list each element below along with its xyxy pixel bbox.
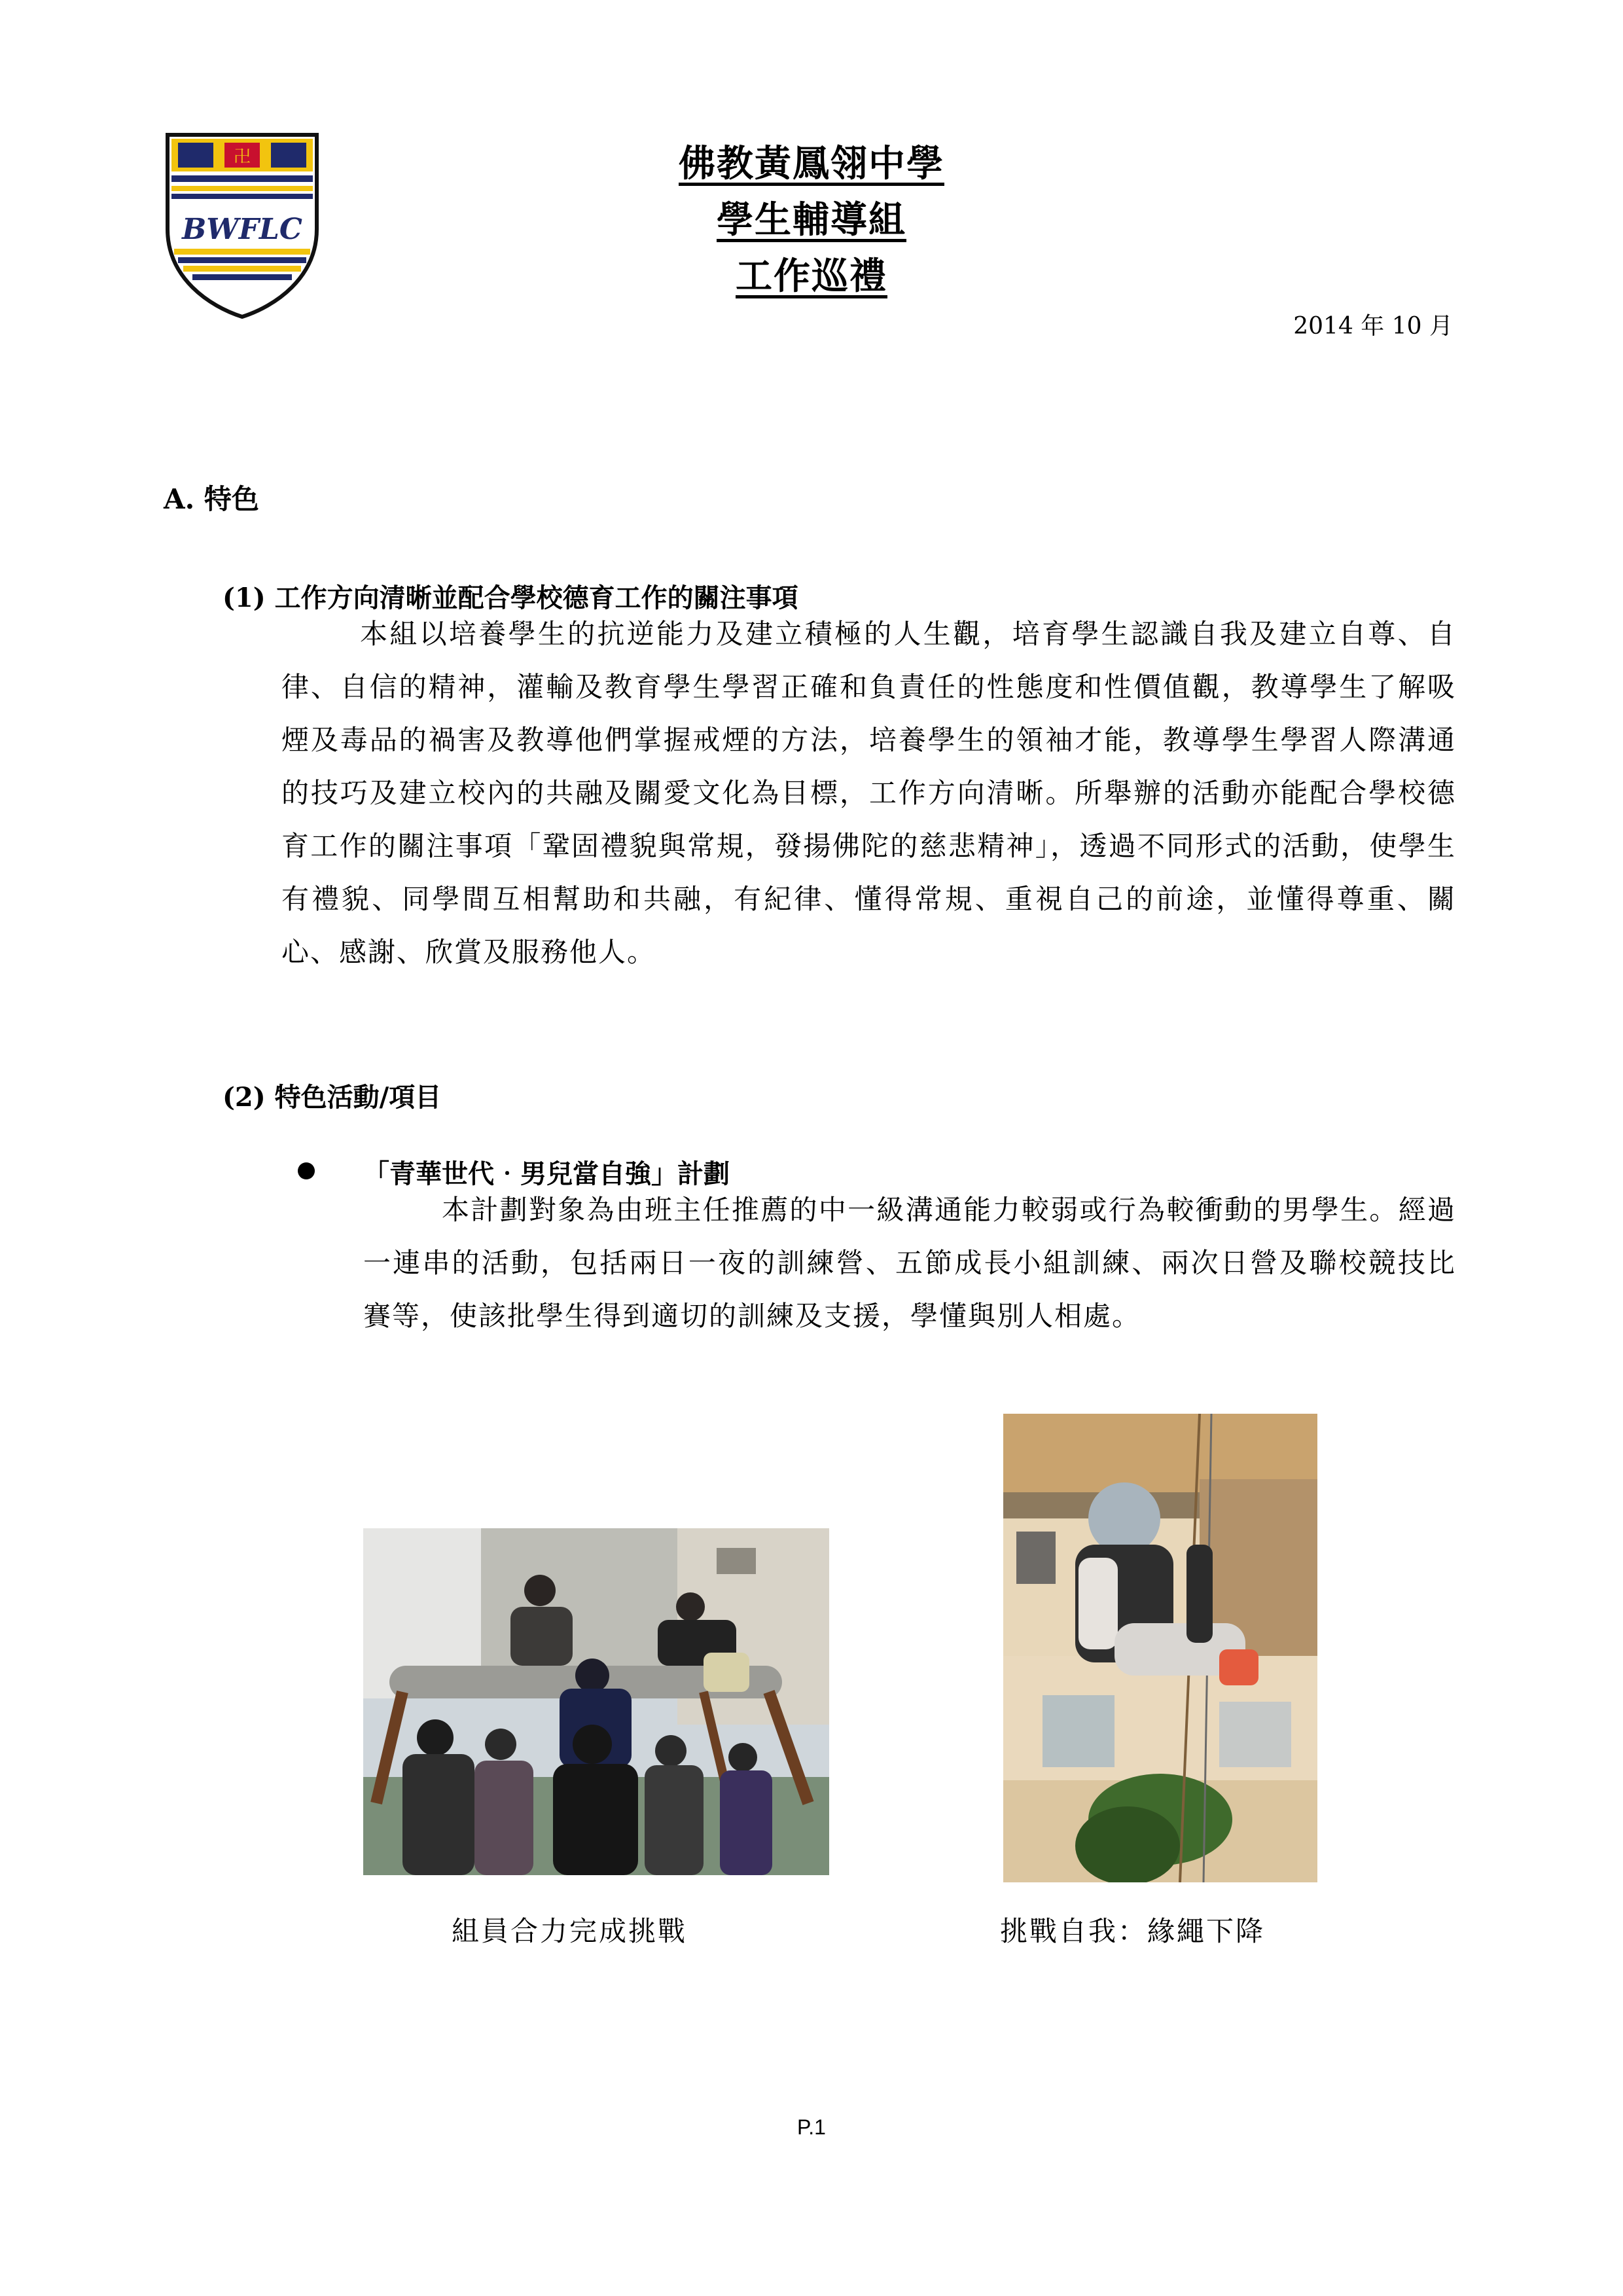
item-1-heading: (1) 工作方向清晰並配合學校德育工作的關注事項 (223, 583, 798, 613)
photo-2-caption: 挑戰自我：緣繩下降 (1000, 1915, 1266, 1947)
item-1-paragraph: 本組以培養學生的抗逆能力及建立積極的人生觀，培育學生認識自我及建立自尊、自律、自信的精神，灌輸及教育學生學習正確和負責任的性態度和性價值觀，教導學生了解吸煙及毒品的禍害及教導他們掌握戒煙的方法，培養學生的領袖才能，教導學生學習人際溝通的技巧及建立校內的共融及關愛文化為目標，工作方向清晰。所舉辦的活動亦能配合學校德育工作的關注事項「鞏固禮貌與常規，發揚佛陀的慈悲精神」，透過不同形式的活動，使學生有禮貌、同學間互相幫助和共融，有紀律、懂得常規、重視自己的前途，並懂得尊重、關心、感謝、欣賞及服務他人。 (281, 618, 1456, 968)
section-a-heading: A. 特色 (164, 483, 259, 515)
program-title: 「青華世代‧男兒當自強」計劃 (363, 1158, 730, 1189)
program-paragraph: 本計劃對象為由班主任推薦的中一級溝通能力較弱或行為較衝動的男學生。經過一連串的活動，包括兩日一夜的訓練營、五節成長小組訓練、兩次日營及聯校競技比賽等，使該批學生得到適切的訓練及支援，學懂與別人相處。 (363, 1194, 1456, 1332)
photo-1-caption: 組員合力完成挑戰 (452, 1915, 688, 1947)
group-challenge-photo (363, 1528, 829, 1875)
department-title: 學生輔導組 (717, 198, 906, 242)
item-2-heading: (2) 特色活動/項目 (223, 1082, 442, 1113)
school-name-title: 佛教黃鳳翎中學 (679, 142, 944, 185)
page-title: 工作巡禮 (736, 255, 887, 298)
document-date: 2014 年 10 月 (1293, 313, 1453, 340)
bullet-dot (298, 1162, 315, 1179)
svg-text:卍: 卍 (233, 147, 251, 167)
svg-text:BWFLC: BWFLC (182, 213, 302, 246)
abseiling-photo (1003, 1414, 1317, 1882)
page-number: P.1 (797, 2115, 826, 2139)
